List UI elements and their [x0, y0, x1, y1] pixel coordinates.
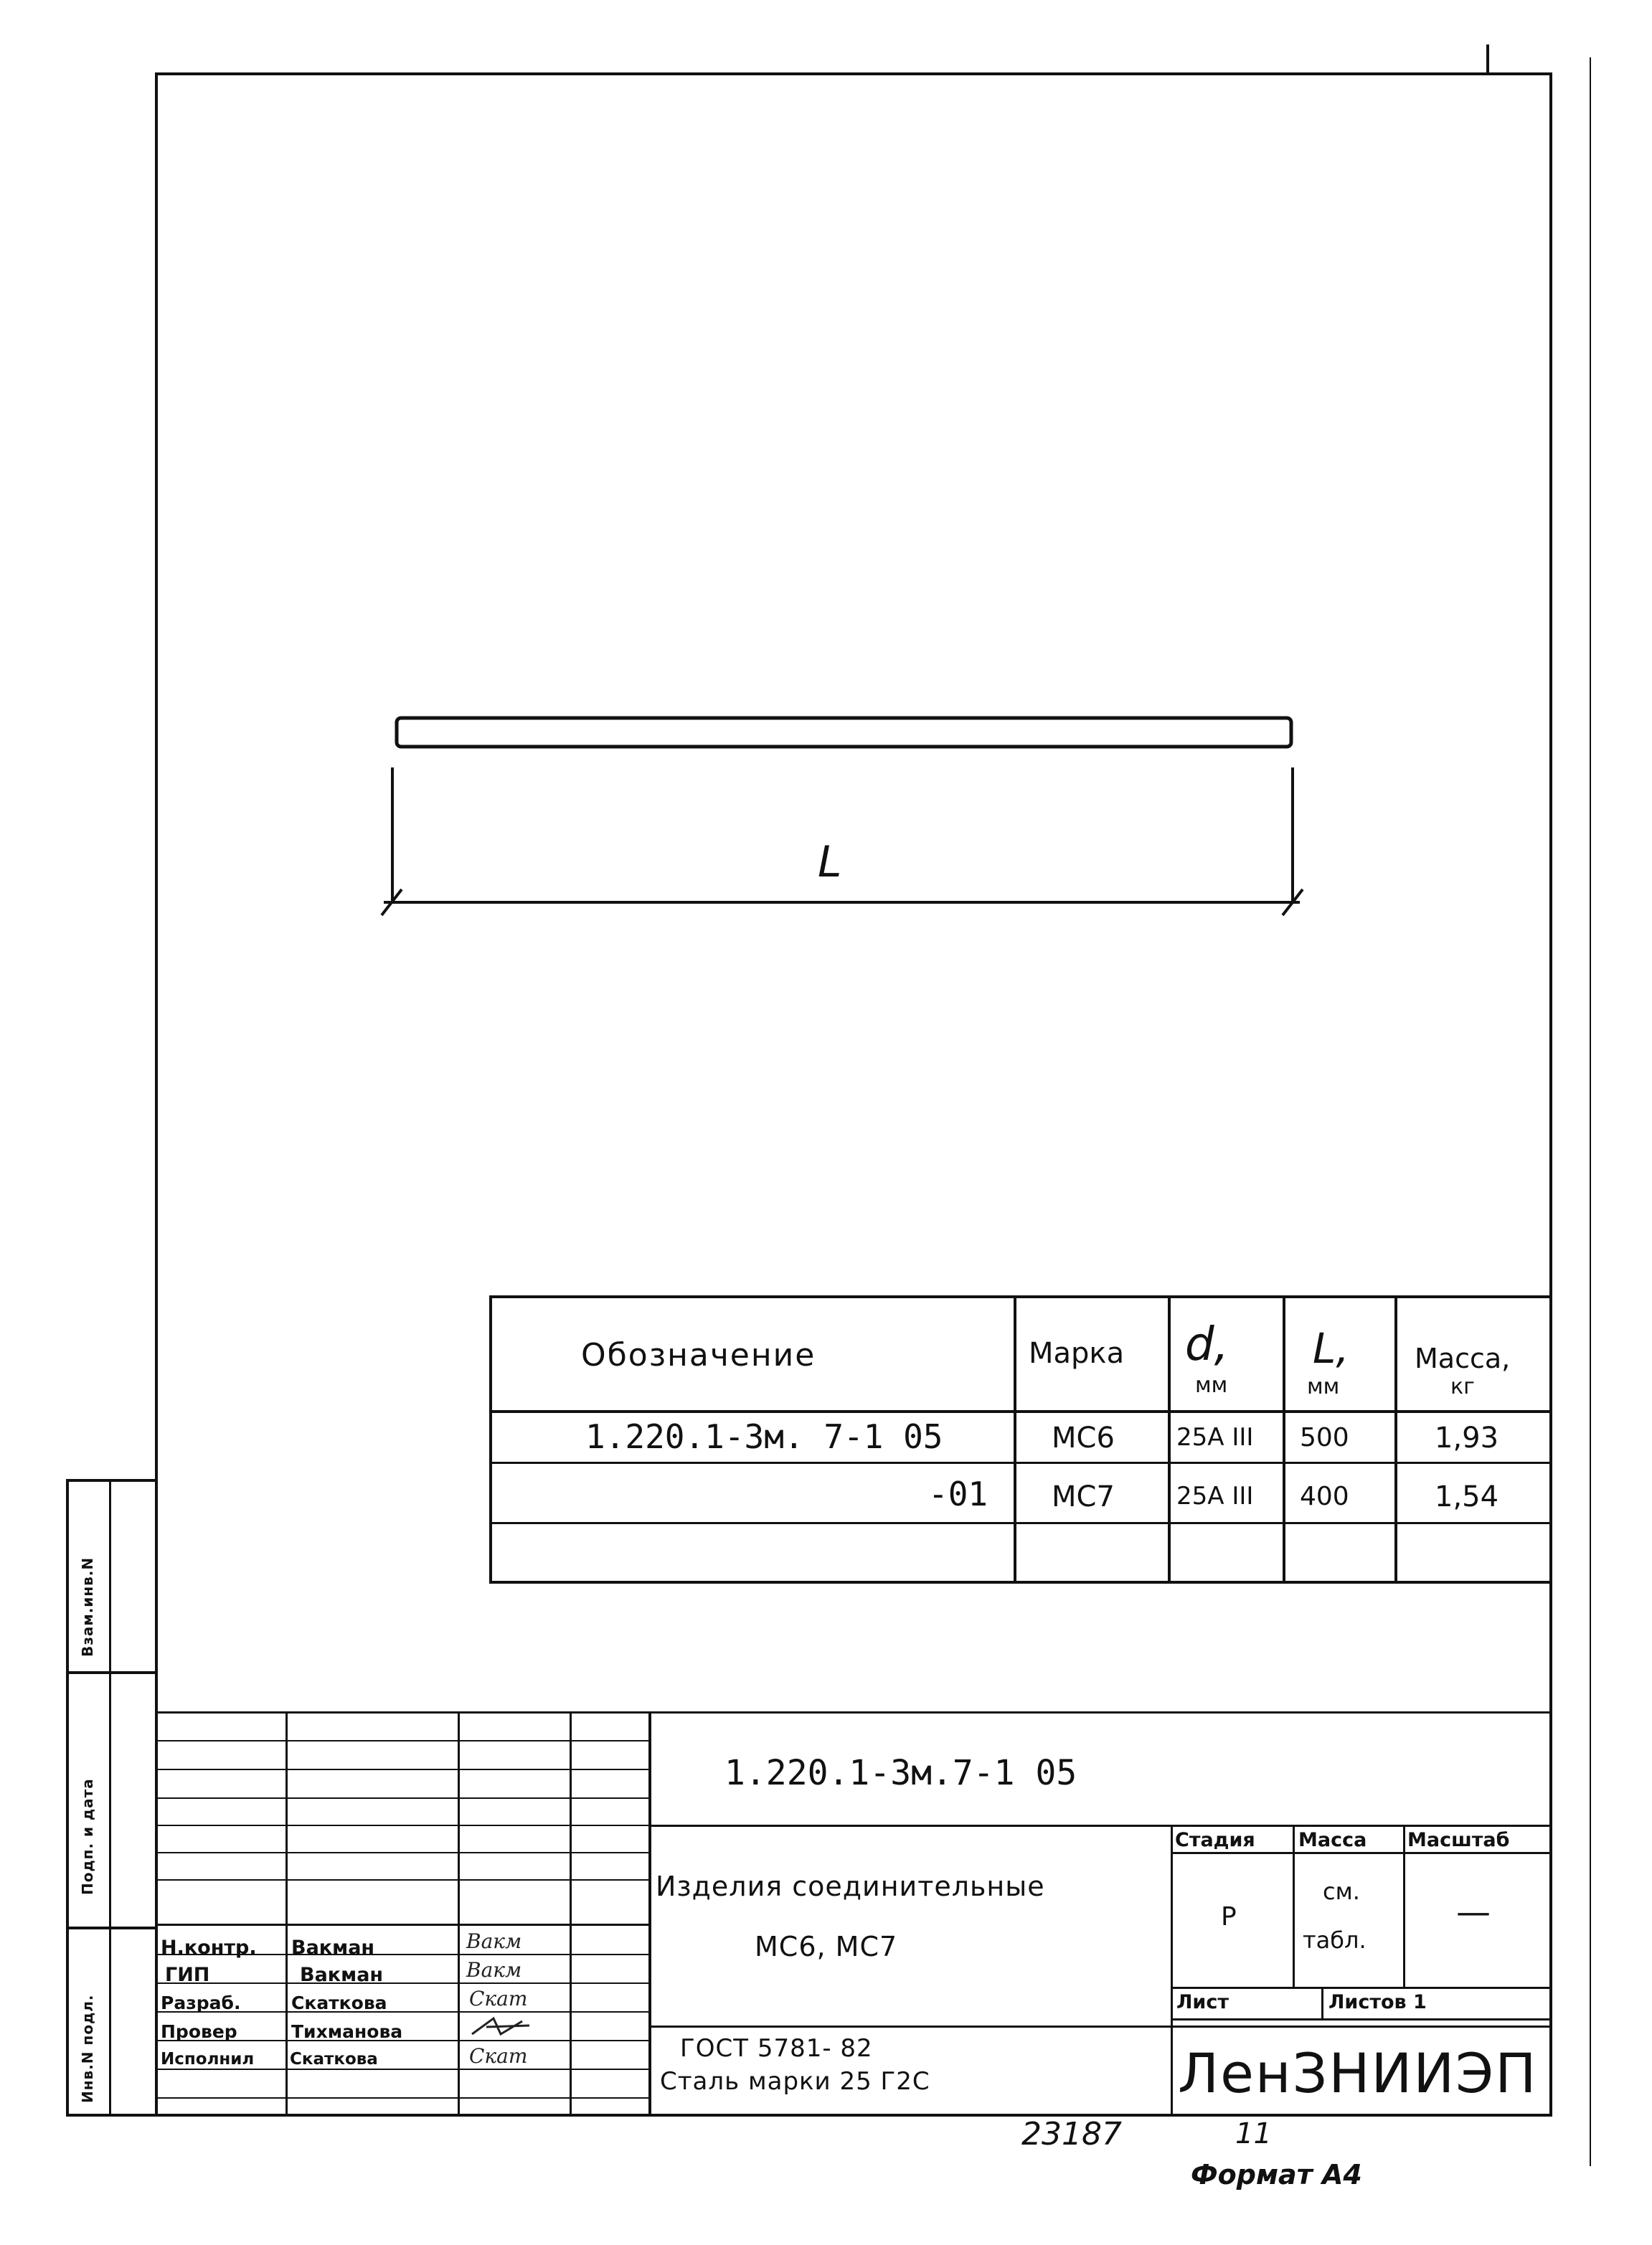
margin-right-line: [1590, 57, 1591, 2166]
title-block-staff: [156, 1711, 650, 2117]
side-stamp: [66, 1479, 158, 2117]
doc-number: 1.220.1-3м.7-1 05: [724, 1753, 1077, 1793]
row-1-designation: 1.220.1-3м. 7-1 05: [585, 1417, 943, 1456]
row-2-designation: -01: [928, 1475, 988, 1513]
staff-role-3: Разраб.: [161, 1993, 241, 2013]
header-designation: Обозначение: [581, 1337, 816, 1374]
side-stamp-inv-orig: Инв.N подл.: [79, 1994, 96, 2103]
frame-top-line: [156, 72, 1552, 75]
staff-name-4: Тихманова: [291, 2021, 403, 2042]
format-label: Формат А4: [1191, 2159, 1362, 2190]
signature-4: [465, 2013, 551, 2041]
mass-label: Масса: [1298, 1829, 1367, 1851]
header-d-unit: мм: [1195, 1373, 1228, 1398]
side-stamp-sign-date: Подп. и дата: [79, 1778, 96, 1895]
scale-label: Масштаб: [1407, 1829, 1510, 1851]
sheets-label: Листов 1: [1328, 1991, 1427, 2013]
sheet-label: Лист: [1176, 1991, 1229, 2013]
title-block-main: [650, 1711, 1552, 2117]
rod-drawing: [359, 689, 1320, 918]
stage-label: Стадия: [1175, 1829, 1255, 1851]
header-length: L,: [1313, 1324, 1349, 1373]
staff-role-5: Исполнил: [161, 2050, 255, 2069]
row-2-d: 25А III: [1176, 1482, 1254, 1511]
row-2-length: 400: [1300, 1482, 1349, 1511]
scale-value: —: [1456, 1892, 1491, 1932]
row-1-length: 500: [1300, 1423, 1349, 1452]
side-stamp-replace-inv: Взам.инв.N: [79, 1556, 96, 1657]
staff-name-5: Скаткова: [290, 2050, 378, 2069]
header-d: d,: [1185, 1318, 1229, 1371]
dimension-label: L: [818, 837, 842, 887]
staff-name-1: Вакман: [291, 1937, 375, 1959]
signature-2: Вакм: [466, 1958, 522, 1982]
staff-role-2: ГИП: [165, 1964, 210, 1986]
spec-table: [489, 1295, 1549, 1584]
header-length-unit: мм: [1307, 1374, 1340, 1399]
signature-1: Вакм: [466, 1929, 522, 1953]
staff-role-4: Провер: [161, 2021, 237, 2042]
signature-3: Скат: [469, 1987, 528, 2010]
staff-name-3: Скаткова: [291, 1993, 387, 2013]
stage-value: Р: [1221, 1902, 1237, 1932]
staff-role-1: Н.контр.: [161, 1937, 257, 1959]
mass-value-1: см.: [1323, 1878, 1360, 1905]
row-1-mass: 1,93: [1435, 1422, 1499, 1455]
material-line-2: Сталь марки 25 Г2С: [660, 2067, 930, 2096]
signature-5: Скат: [469, 2044, 528, 2068]
header-mark: Марка: [1029, 1337, 1125, 1370]
margin-top-tick: [1486, 44, 1489, 73]
mass-value-2: табл.: [1303, 1927, 1367, 1954]
rod-outline: [397, 718, 1291, 747]
row-2-mass: 1,54: [1435, 1480, 1499, 1513]
inventory-number: 23187: [1021, 2116, 1122, 2152]
header-mass: Масса,: [1415, 1343, 1511, 1374]
material-line-1: ГОСТ 5781- 82: [680, 2034, 873, 2063]
row-1-mark: МС6: [1052, 1422, 1115, 1455]
row-2-mark: МС7: [1052, 1480, 1115, 1513]
staff-name-2: Вакман: [300, 1964, 384, 1986]
title-line-1: Изделия соединительные: [656, 1871, 1045, 1902]
header-mass-unit: кг: [1450, 1374, 1475, 1399]
row-1-d: 25А III: [1176, 1423, 1254, 1452]
title-line-2: МС6, МС7: [755, 1931, 898, 1962]
organization-name: ЛенЗНИИЭП: [1178, 2041, 1538, 2105]
sheet-number: 11: [1235, 2117, 1272, 2150]
